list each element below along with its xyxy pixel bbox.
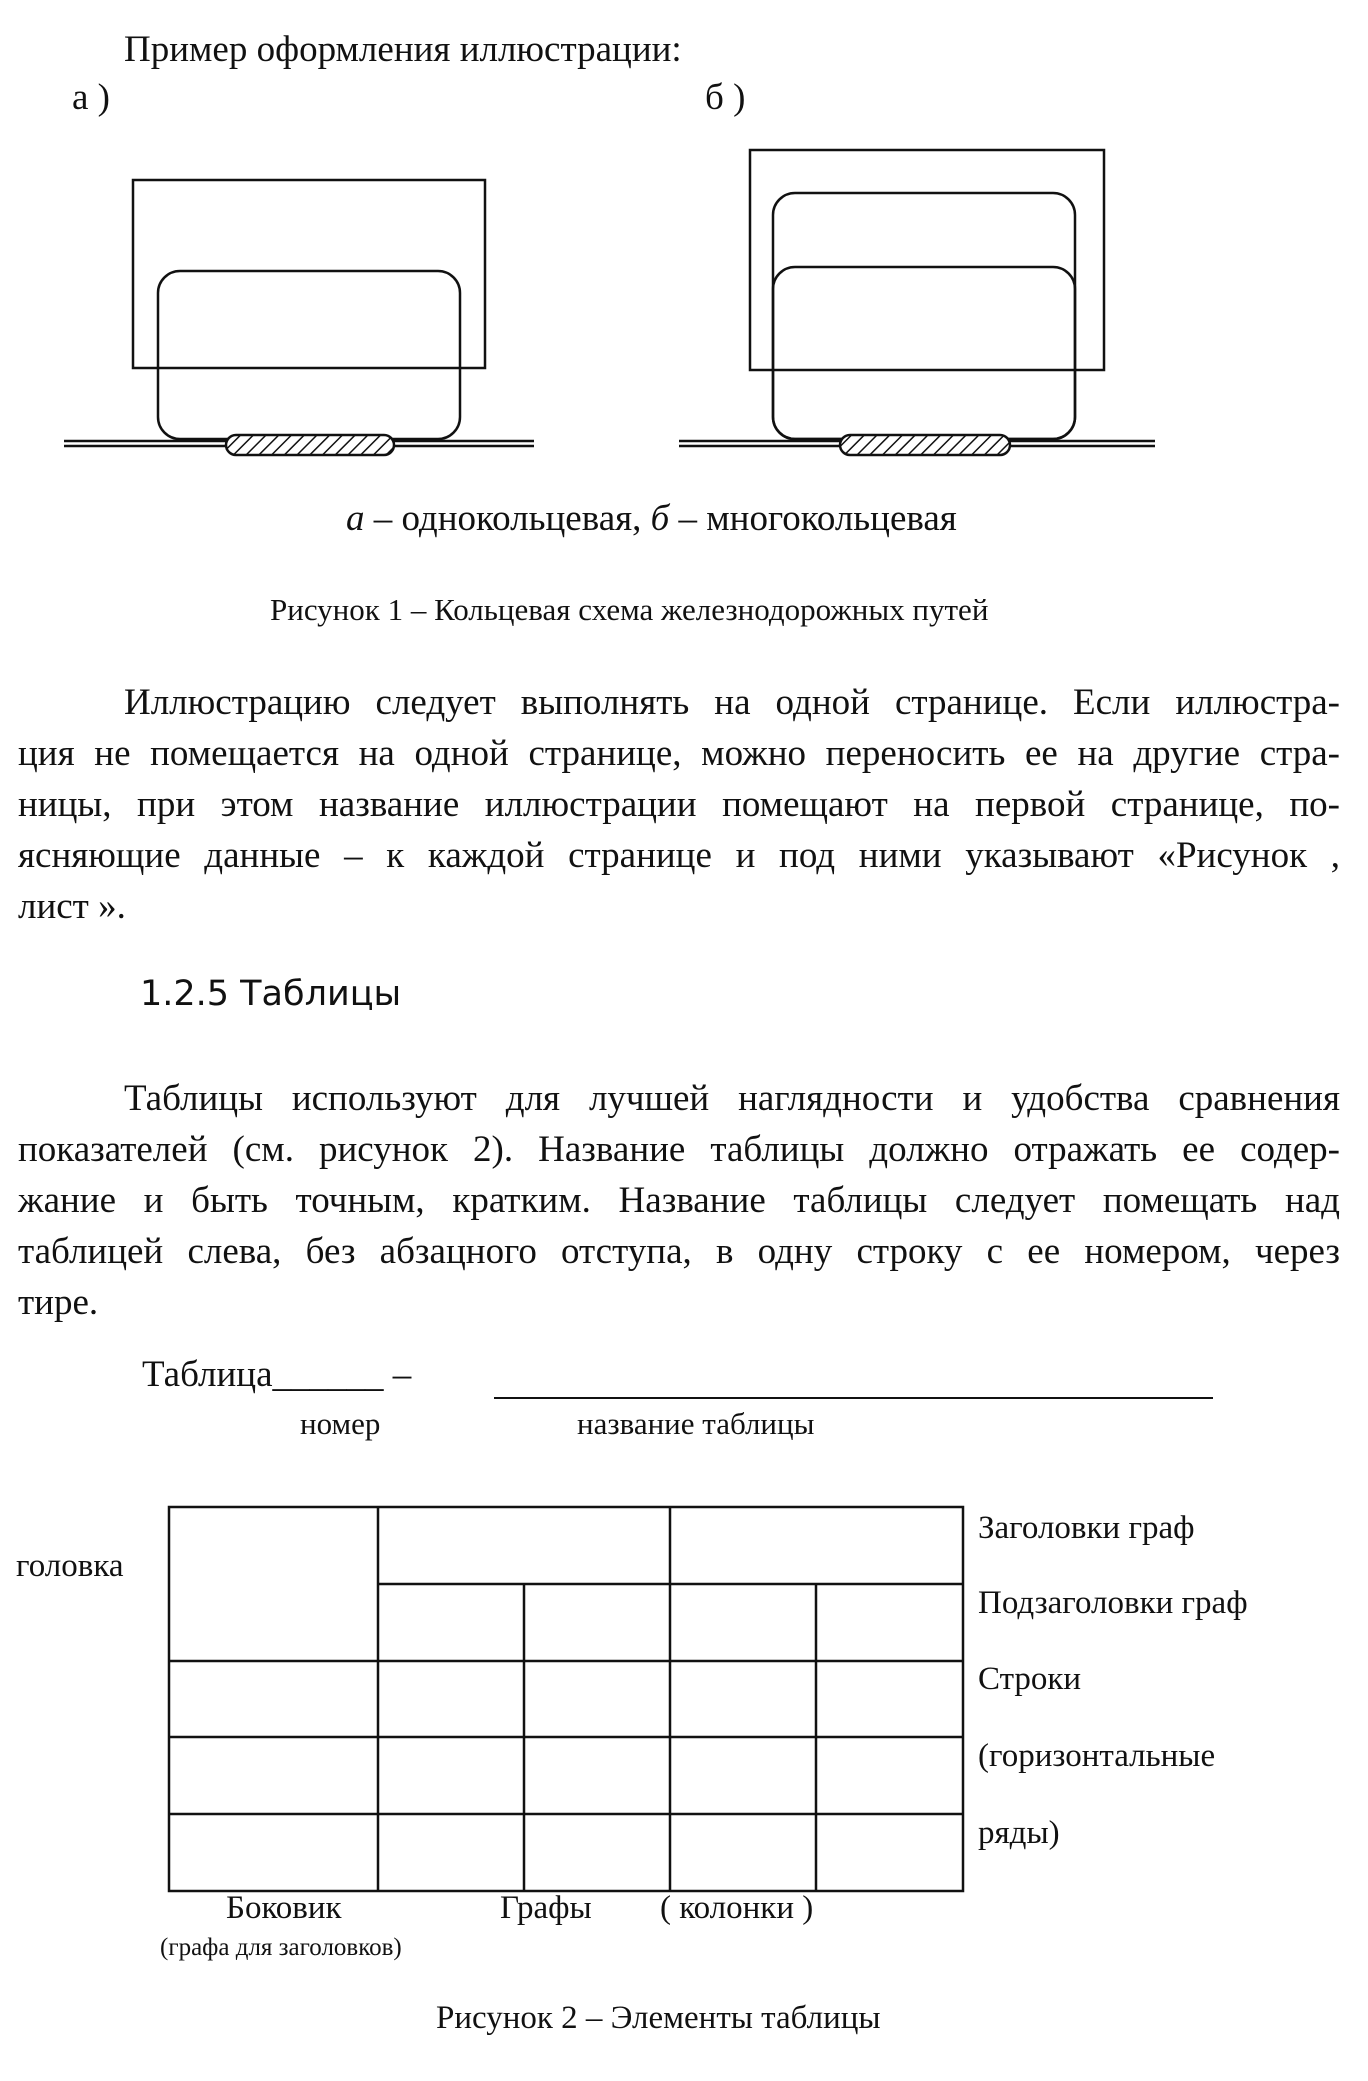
- single-ring-diagram: [64, 180, 534, 455]
- figure-legend: [346, 497, 957, 540]
- hint-table-name: название таблицы: [577, 1406, 815, 1441]
- paragraph-line: тире.: [18, 1282, 99, 1323]
- label-rows: Строки: [978, 1661, 1082, 1697]
- label-rows-ryady: ряды): [978, 1815, 1060, 1851]
- label-column-headers: Заголовки граф: [978, 1510, 1195, 1546]
- figure-2-caption: Рисунок 2 – Элементы таблицы: [436, 2000, 881, 2036]
- platform: [840, 435, 1010, 455]
- hint-table-number: номер: [300, 1406, 381, 1441]
- multi-ring-diagram: [679, 150, 1155, 455]
- ring-track: [158, 271, 460, 439]
- figure-label-b: б ): [705, 77, 746, 118]
- legend-letter-a: а: [346, 498, 365, 539]
- legend-text-b: – многокольцевая: [669, 498, 957, 539]
- table-elements-figure: [0, 1380, 1368, 1900]
- label-stub-note: (графа для заголовков): [160, 1934, 402, 1961]
- label-stub: Боковик: [226, 1890, 342, 1926]
- paragraph-line: жание и быть точным, кратким. Название таблицы следует помещать над: [18, 1180, 1340, 1221]
- paragraph-line: Таблицы используют для лучшей наглядности и удобства сравнения: [124, 1078, 1340, 1119]
- paragraph-line: ницы, при этом название иллюстрации помещают на первой странице, по-: [18, 784, 1340, 825]
- label-rows-horizontal: (горизонтальные: [978, 1738, 1216, 1774]
- table-grid: [169, 1507, 963, 1891]
- paragraph-line: Иллюстрацию следует выполнять на одной странице. Если иллюстра-: [124, 682, 1340, 723]
- paragraph-line: ясняющие данные – к каждой странице и под ними указывают «Рисунок ,: [18, 835, 1340, 876]
- label-golovka: головка: [16, 1548, 124, 1584]
- figure-1-caption: Рисунок 1 – Кольцевая схема железнодорожных путей: [270, 592, 989, 627]
- figure-label-a: а ): [72, 77, 110, 118]
- ring-scheme-figure: [0, 130, 1368, 470]
- paragraph-illustration: [18, 677, 1340, 932]
- station-building: [750, 150, 1104, 370]
- station-building: [133, 180, 485, 368]
- section-heading: 1.2.5 Таблицы: [140, 974, 402, 1014]
- ring-track-outer: [773, 193, 1075, 439]
- paragraph-line: показателей (см. рисунок 2). Название таблицы должно отражать ее содер-: [18, 1129, 1340, 1170]
- legend-letter-b: б: [650, 498, 670, 539]
- intro-text: Пример оформления иллюстрации:: [124, 29, 682, 70]
- label-column-subheaders: Подзаголовки граф: [978, 1585, 1248, 1621]
- paragraph-tables: [18, 1073, 1340, 1328]
- ring-track-inner: [773, 267, 1075, 439]
- table-caption-template: Таблица______ –: [142, 1354, 412, 1395]
- paragraph-line: таблицей слева, без абзацного отступа, в одну строку с ее номером, через: [18, 1231, 1340, 1272]
- paragraph-line: лист ».: [18, 886, 126, 927]
- label-columns-kolonki: ( колонки ): [660, 1890, 814, 1926]
- label-columns: Графы: [500, 1890, 592, 1926]
- platform: [226, 435, 394, 455]
- paragraph-line: ция не помещается на одной странице, можно переносить ее на другие стра-: [18, 733, 1340, 774]
- legend-text-a: – однокольцевая,: [364, 498, 651, 539]
